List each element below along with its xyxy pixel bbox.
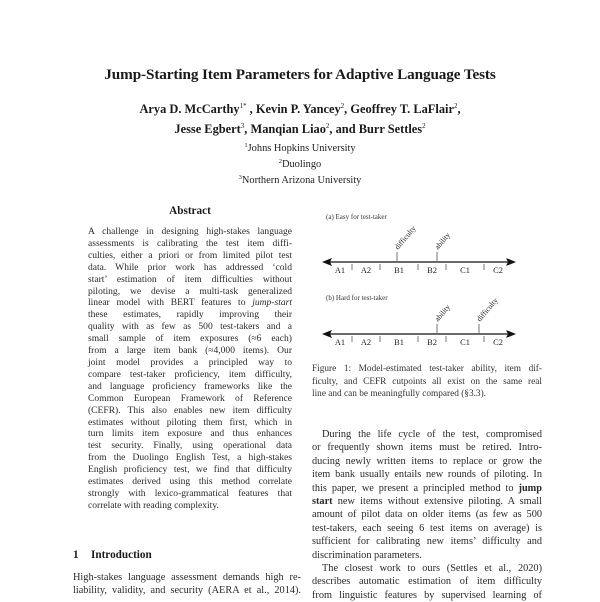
- abstract-body: [88, 226, 292, 512]
- abstract-line: quality with as few as 500 test-takers and a: [88, 321, 292, 333]
- cefr-level-label: A2: [360, 338, 372, 347]
- abstract-line: piloting, we devise a multi-task generalized: [88, 285, 292, 297]
- cefr-level-label: C1: [460, 266, 470, 275]
- author-affil-marker: 3: [240, 122, 245, 130]
- author-affil-marker: 2: [453, 102, 458, 110]
- text-line: The closest work to ours (Settles et al., 2020): [322, 563, 542, 575]
- author-affil-marker: 2: [325, 122, 330, 130]
- text-line: amount of pilot data on older items (as few as 500: [312, 509, 542, 521]
- text-line: During the life cycle of the test, compromised: [322, 429, 542, 440]
- affil-name: Northern Arizona University: [241, 175, 362, 186]
- section-title: Introduction: [91, 549, 152, 561]
- author-affil-marker: 1*: [239, 102, 247, 110]
- abstract-line: data. While prior work has addressed ‘cold: [88, 261, 292, 273]
- abstract-line: strongly with lexico-grammatical features that: [88, 487, 292, 499]
- affiliation: [0, 155, 600, 171]
- author-separator: ,: [344, 102, 351, 116]
- author-separator: ,: [244, 122, 251, 136]
- affiliation: [0, 139, 600, 155]
- affil-marker: 2: [278, 158, 282, 165]
- author-separator: , and: [329, 122, 359, 136]
- abstract-line: assessments is calibrating the test item diffi-: [88, 237, 292, 249]
- italic-term: jump-start: [252, 297, 292, 309]
- affil-marker: 1: [244, 142, 248, 149]
- text-line: or frequently shown items must be retired. Intro-: [312, 442, 542, 454]
- bold-term: start: [312, 496, 333, 508]
- panel-a-number-line: [322, 224, 516, 275]
- cefr-level-label: B1: [394, 266, 404, 275]
- caption-line: ficulty, and CEFR cutpoints all exist on the same real: [312, 376, 542, 387]
- introduction-body: [73, 571, 301, 598]
- affiliation: [0, 171, 600, 187]
- cefr-level-label: B2: [427, 266, 437, 275]
- abstract-line: Common European Framework of Reference: [88, 392, 292, 404]
- bold-term: jump: [518, 482, 542, 494]
- text-line: liability, validity, and security (AERA et al., 2014).: [73, 585, 301, 597]
- text-line: discrimination parameters.: [312, 549, 422, 561]
- ability-marker-label: ability: [432, 230, 453, 252]
- abstract-line: English proficiency test, we find that difficulty: [88, 464, 292, 476]
- text-span: this paper, we present a principled method to: [312, 482, 514, 494]
- abstract-line: and language proficiency frameworks like the: [88, 380, 292, 392]
- abstract-line: turn limits item exposure and thus enhances: [88, 428, 292, 440]
- author-affil-marker: 2: [340, 102, 345, 110]
- abstract-line: linear model with BERT features to jump-start: [88, 297, 292, 309]
- affil-name: Johns Hopkins University: [247, 143, 356, 154]
- text-line: test-takers, each seeing 6 test items on average) is: [312, 522, 542, 534]
- author-list: [0, 98, 600, 138]
- text-line: describes automatic estimation of item difficulty: [312, 576, 542, 588]
- abstract-line: estimates without piloting them first, which in: [88, 416, 292, 428]
- author-separator: ,: [246, 102, 256, 116]
- difficulty-marker-label: difficulty: [392, 223, 418, 252]
- text-line: from linguistic features by supervised learning of: [312, 589, 542, 601]
- caption-line: Figure 1: Model-estimated test-taker ability, item dif-: [312, 364, 542, 374]
- figure-1: [312, 208, 540, 358]
- affiliation-list: [0, 139, 600, 187]
- text-line: High-stakes language assessment demands high re-: [73, 572, 301, 583]
- cefr-level-label: B2: [427, 338, 437, 347]
- section-number: 1: [73, 549, 79, 561]
- abstract-line: small sample of item exposures (≈6 each): [88, 333, 292, 345]
- section-heading-introduction: [73, 549, 152, 561]
- figure-caption: [312, 363, 542, 401]
- abstract-line: these estimates, rapidly improving their: [88, 309, 292, 321]
- cefr-level-label: A1: [334, 266, 346, 275]
- author-separator: ,: [457, 102, 461, 116]
- text-line: item bank usually entails new rounds of piloting. In: [312, 469, 542, 481]
- paper-title: Jump-Starting Item Parameters for Adaptive Language Tests: [104, 66, 496, 83]
- abstract-line: A challenge in designing high-stakes language: [88, 226, 292, 237]
- abstract-line: estimates derived using this method correlate: [88, 476, 292, 488]
- cefr-level-label: C2: [493, 266, 503, 275]
- abstract-heading: Abstract: [169, 205, 211, 217]
- cefr-number-line-diagram: [312, 208, 540, 358]
- panel-b-label: (b) Hard for test-taker: [326, 294, 388, 302]
- text-line: sufficient for calibrating new items’ difficulty and: [312, 536, 542, 548]
- cefr-level-label: A2: [360, 266, 372, 275]
- author-line-1: [0, 98, 600, 118]
- cefr-level-label: B1: [394, 338, 404, 347]
- caption-line: line and can be meaningfully compared (§3.3).: [312, 389, 486, 400]
- author-name: Burr Settles: [358, 122, 423, 136]
- right-column-body: [312, 428, 542, 602]
- text-line: start new items without extensive piloting. A small: [312, 496, 542, 508]
- cefr-level-label: C2: [493, 338, 503, 347]
- panel-a-label: (a) Easy for test-taker: [326, 213, 387, 221]
- panel-b-number-line: [322, 296, 516, 347]
- abstract-line: compare test-taker proficiency, item difficulty,: [88, 368, 292, 380]
- text-line: [312, 482, 542, 495]
- text-line: ducing newly written items to replace or grow the: [312, 455, 542, 467]
- abstract-line: from the Duolingo English Test, a high-stakes: [88, 452, 292, 464]
- abstract-line: start’ estimation of item difficulties without: [88, 273, 292, 285]
- author-name: Jesse Egbert: [174, 122, 241, 136]
- abstract-line: joint model provides a principled way to: [88, 356, 292, 368]
- author-line-2: [0, 118, 600, 138]
- cefr-level-label: C1: [460, 338, 470, 347]
- abstract-line: (CEFR). This also enables new item difficulty: [88, 404, 292, 416]
- abstract-line: from a large item bank (≈4,000 items). Our: [88, 345, 292, 357]
- difficulty-marker-label: difficulty: [474, 295, 500, 324]
- affil-marker: 3: [238, 174, 242, 181]
- cefr-level-label: A1: [334, 338, 346, 347]
- abstract-line: culties, either a priori or from limited pilot test: [88, 249, 292, 261]
- abstract-line: correlate with reading complexity.: [88, 499, 219, 511]
- author-name: Kevin P. Yancey: [255, 102, 341, 116]
- affil-name: Duolingo: [281, 159, 322, 170]
- author-name: Arya D. McCarthy: [139, 102, 240, 116]
- author-name: Manqian Liao: [250, 122, 326, 136]
- abstract-line: test security. Finally, using operational data: [88, 440, 292, 452]
- author-name: Geoffrey T. LaFlair: [350, 102, 454, 116]
- author-affil-marker: 2: [422, 122, 426, 130]
- ability-marker-label: ability: [432, 302, 453, 324]
